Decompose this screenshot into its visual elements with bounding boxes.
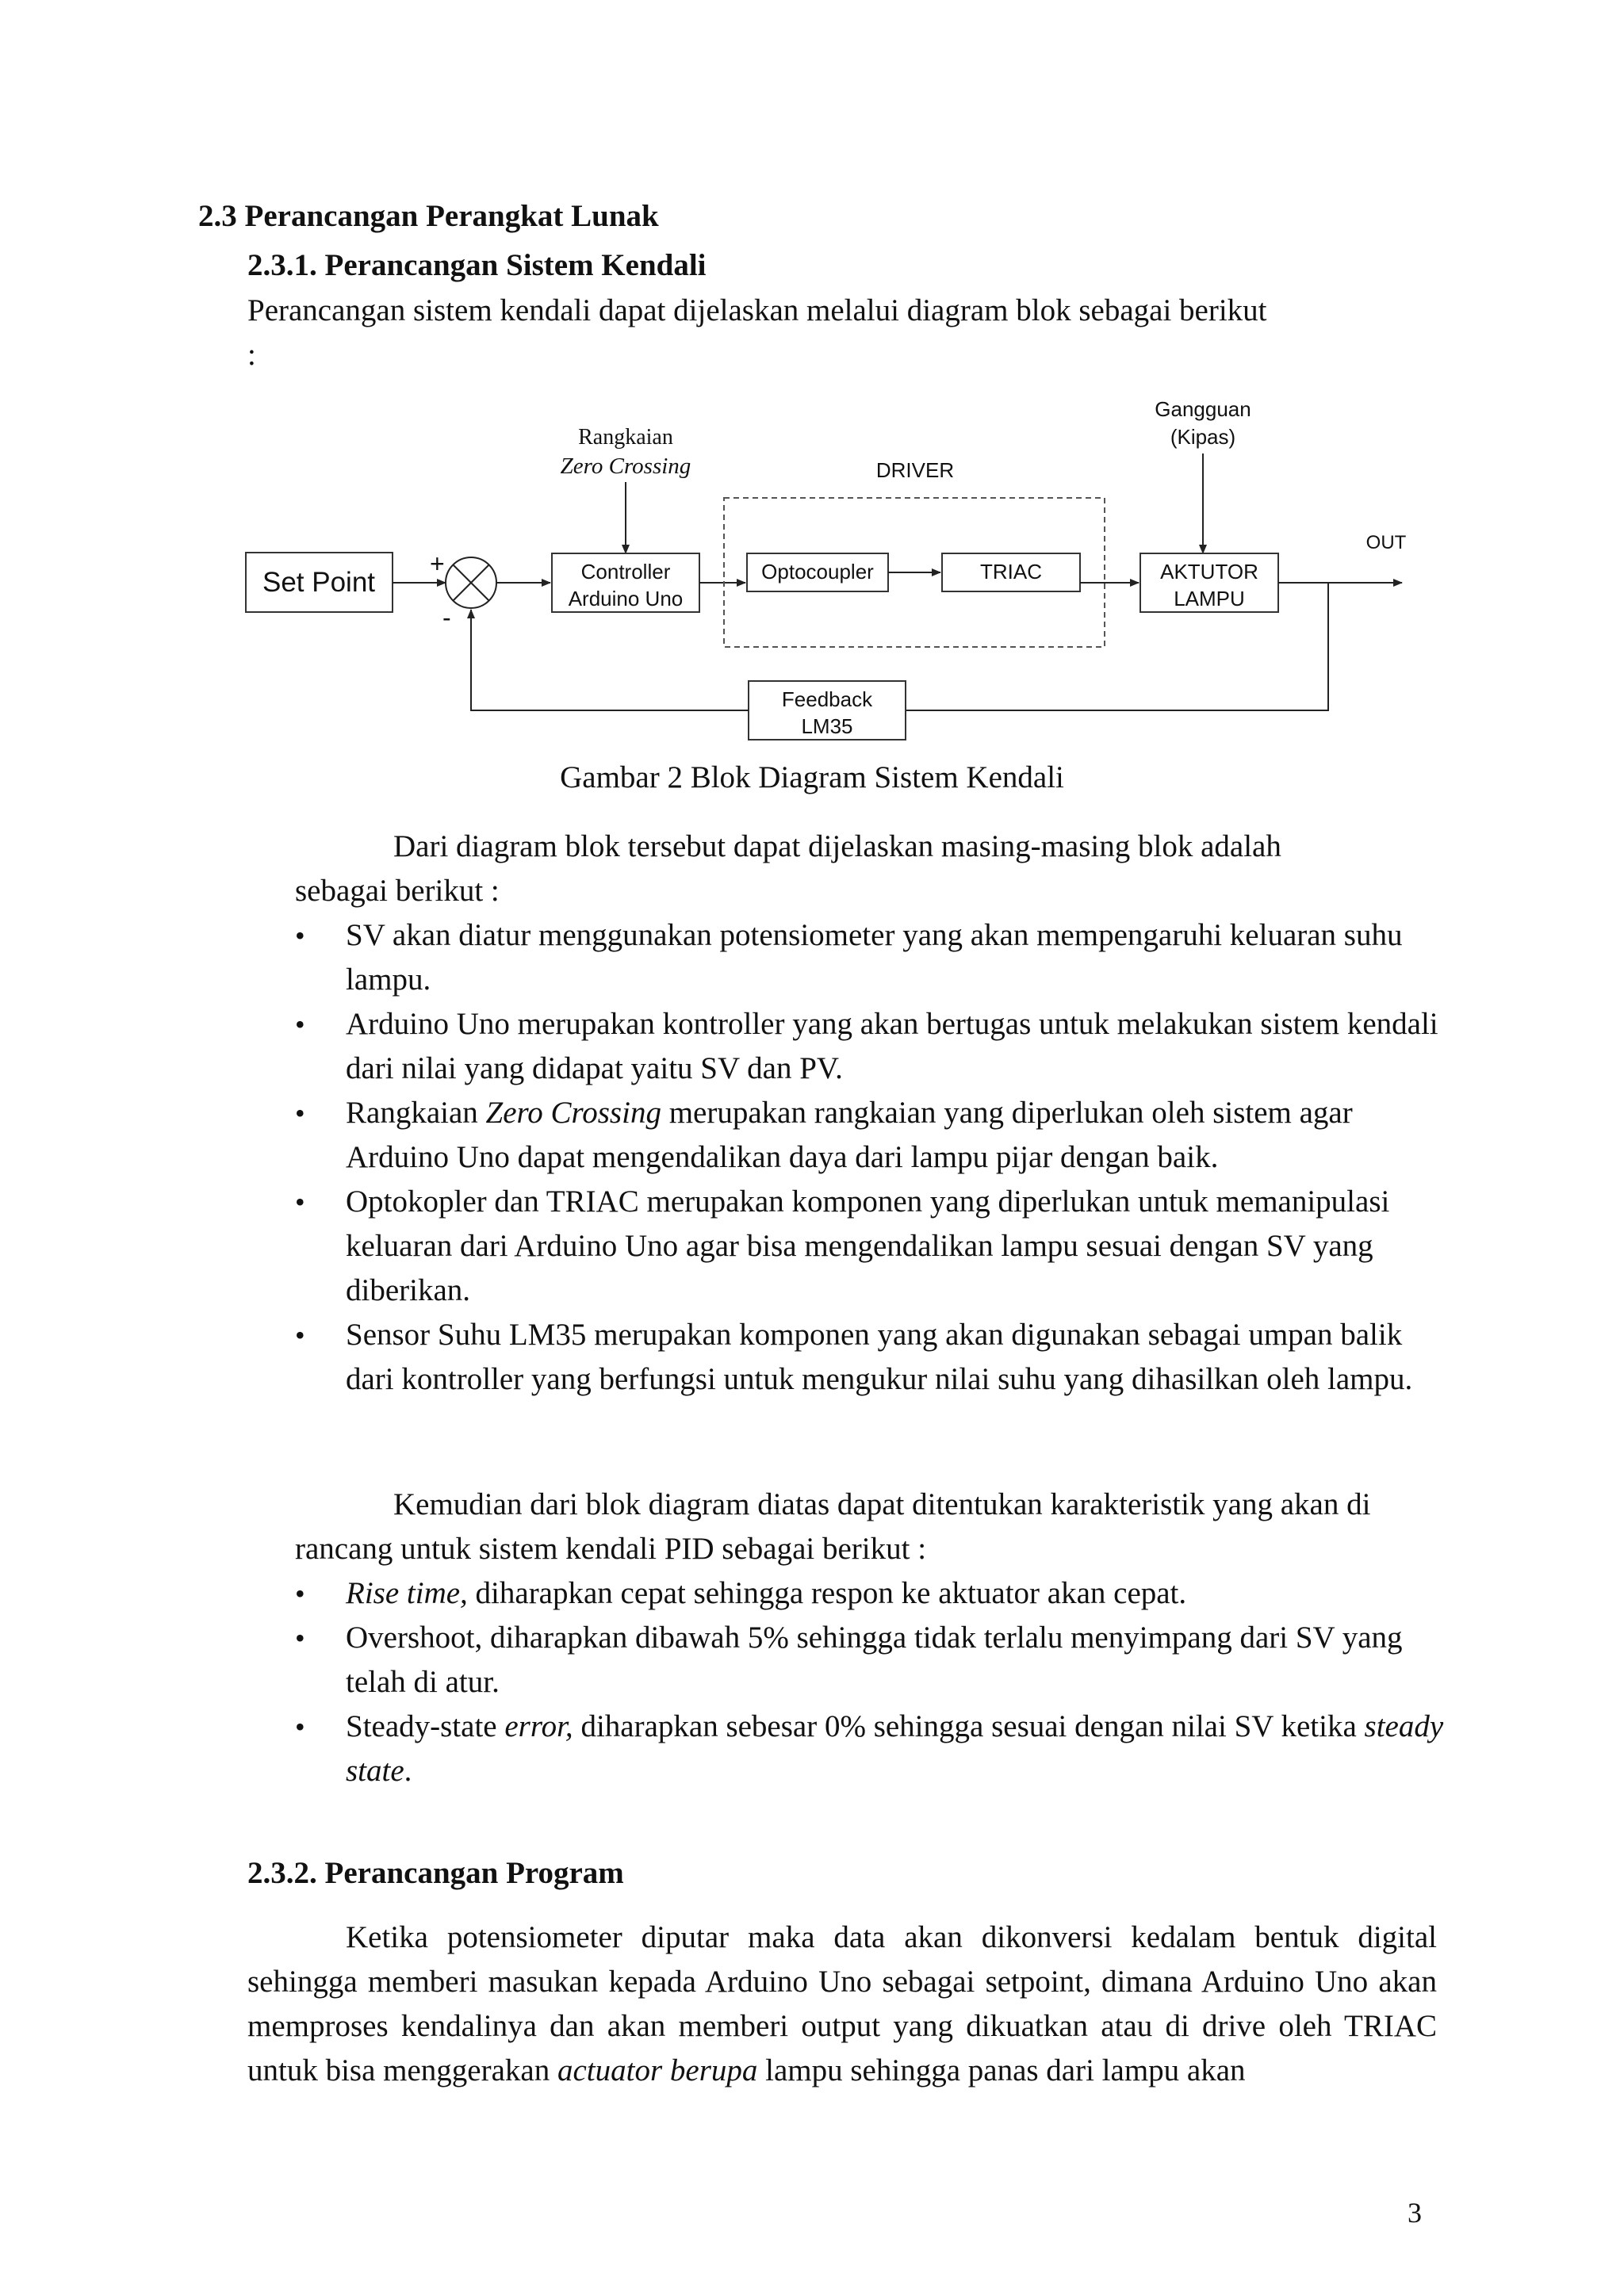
subsection-heading-control: 2.3.1. Perancangan Sistem Kendali [247,248,707,282]
intro-paragraph: Perancangan sistem kendali dapat dijelaskan melalui diagram blok sebagai berikut : [247,293,1267,372]
output-label: OUT [1365,532,1407,553]
list-item-text-pre: Rangkaian [346,1096,486,1130]
page-number: 3 [1408,2197,1422,2229]
paragraph-2-line2: rancang untuk sistem kendali PID sebagai berikut : [295,1532,927,1566]
controller-label-line2: Arduino Uno [568,587,684,610]
set-point-label: Set Point [262,567,376,598]
program-paragraph-text-post: lampu sehingga panas dari lampu akan [757,2053,1246,2087]
optocoupler-label: Optocoupler [761,560,874,584]
list-item-text-emphasis-2: steady state [346,1709,1444,1788]
subsection-heading-program: 2.3.2. Perancangan Program [247,1856,624,1890]
list-item-text-post: merupakan rangkaian yang diperlukan oleh sistem agar Arduino Uno dapat mengendalikan daya dari lampu pijar dengan baik. [346,1096,1353,1174]
list-item-text: Optokopler dan TRIAC merupakan komponen yang diperlukan untuk memanipulasi keluaran dari Arduino Uno agar bisa mengendalikan lampu sesuai dengan SV yang diberikan. [346,1184,1390,1307]
actuator-label-line2: LAMPU [1174,587,1245,610]
actuator-label-line1: AKTUTOR [1160,560,1258,584]
paragraph-2-line1: Kemudian dari blok diagram diatas dapat ditentukan karakteristik yang akan di [393,1487,1371,1521]
triac-label: TRIAC [980,560,1042,584]
controller-label-line1: Controller [580,560,671,584]
list-item-lm35 [295,1313,1445,1402]
zero-crossing-label-line1: Rangkaian [578,425,673,450]
list-item-arduino [295,1002,1445,1091]
disturbance-label-line1: Gangguan [1155,397,1251,421]
list-item-text-post: diharapkan cepat sehingga respon ke aktuator akan cepat. [467,1576,1187,1610]
list-item-text-emphasis: Zero Crossing [485,1096,661,1130]
list-item-text: Arduino Uno merupakan kontroller yang akan bertugas untuk melakukan sistem kendali dari nilai yang didapat yaitu SV dan PV. [346,1007,1438,1085]
feedback-path-left [471,610,749,710]
list-item-text: SV akan diatur menggunakan potensiometer yang akan mempengaruhi keluaran suhu lampu. [346,918,1403,997]
block-diagram [238,396,1427,753]
zero-crossing-label-line2: Zero Crossing [560,453,691,479]
list-item-sv [295,913,1445,1002]
list-item-rise-time [295,1571,1445,1616]
paragraph-1-line1: Dari diagram blok tersebut dapat dijelaskan masing-masing blok adalah [393,829,1281,863]
disturbance-label-line2: (Kipas) [1170,425,1236,449]
list-item-text-pre: Steady-state [346,1709,505,1743]
sum-plus-sign: + [430,549,445,578]
list-item-text-post: . [404,1754,412,1788]
list-item-optokopler [295,1180,1445,1313]
figure-caption: Gambar 2 Blok Diagram Sistem Kendali [560,760,1064,794]
pid-characteristics-list [295,1571,1445,1793]
paragraph-1-line2: sebagai berikut : [295,874,500,908]
program-paragraph [247,1915,1437,2093]
block-description-list [295,913,1445,1402]
section-heading: 2.3 Perancangan Perangkat Lunak [198,199,659,233]
feedback-label-line2: LM35 [801,714,853,738]
program-paragraph-emphasis: actuator berupa [557,2053,758,2087]
feedback-label-line1: Feedback [781,687,873,711]
list-item-text: Sensor Suhu LM35 merupakan komponen yang akan digunakan sebagai umpan balik dari kontroller yang berfungsi untuk mengukur nilai suhu yang dihasilkan oleh lampu. [346,1318,1413,1396]
list-item-zero-crossing [295,1091,1445,1180]
list-item-text-emphasis: error, [504,1709,573,1743]
list-item-steady-state [295,1705,1445,1793]
list-item-text: Overshoot, diharapkan dibawah 5% sehingga tidak terlalu menyimpang dari SV yang telah di atur. [346,1621,1403,1699]
list-item-overshoot [295,1616,1445,1705]
sum-minus-sign: - [442,603,451,632]
list-item-text-emphasis: Rise time, [346,1576,468,1610]
driver-label: DRIVER [875,458,955,482]
program-paragraph-text-pre: Ketika potensiometer diputar maka data akan dikonversi kedalam bentuk digital sehingga memberi masukan kepada Arduino Uno sebagai setpoint, dimana Arduino Uno akan memproses kendalinya dan akan memberi output yang dikuatkan atau di drive oleh TRIAC untuk bisa menggerakan [247,1920,1437,2087]
list-item-text-mid: diharapkan sebesar 0% sehingga sesuai dengan nilai SV ketika [573,1709,1365,1743]
